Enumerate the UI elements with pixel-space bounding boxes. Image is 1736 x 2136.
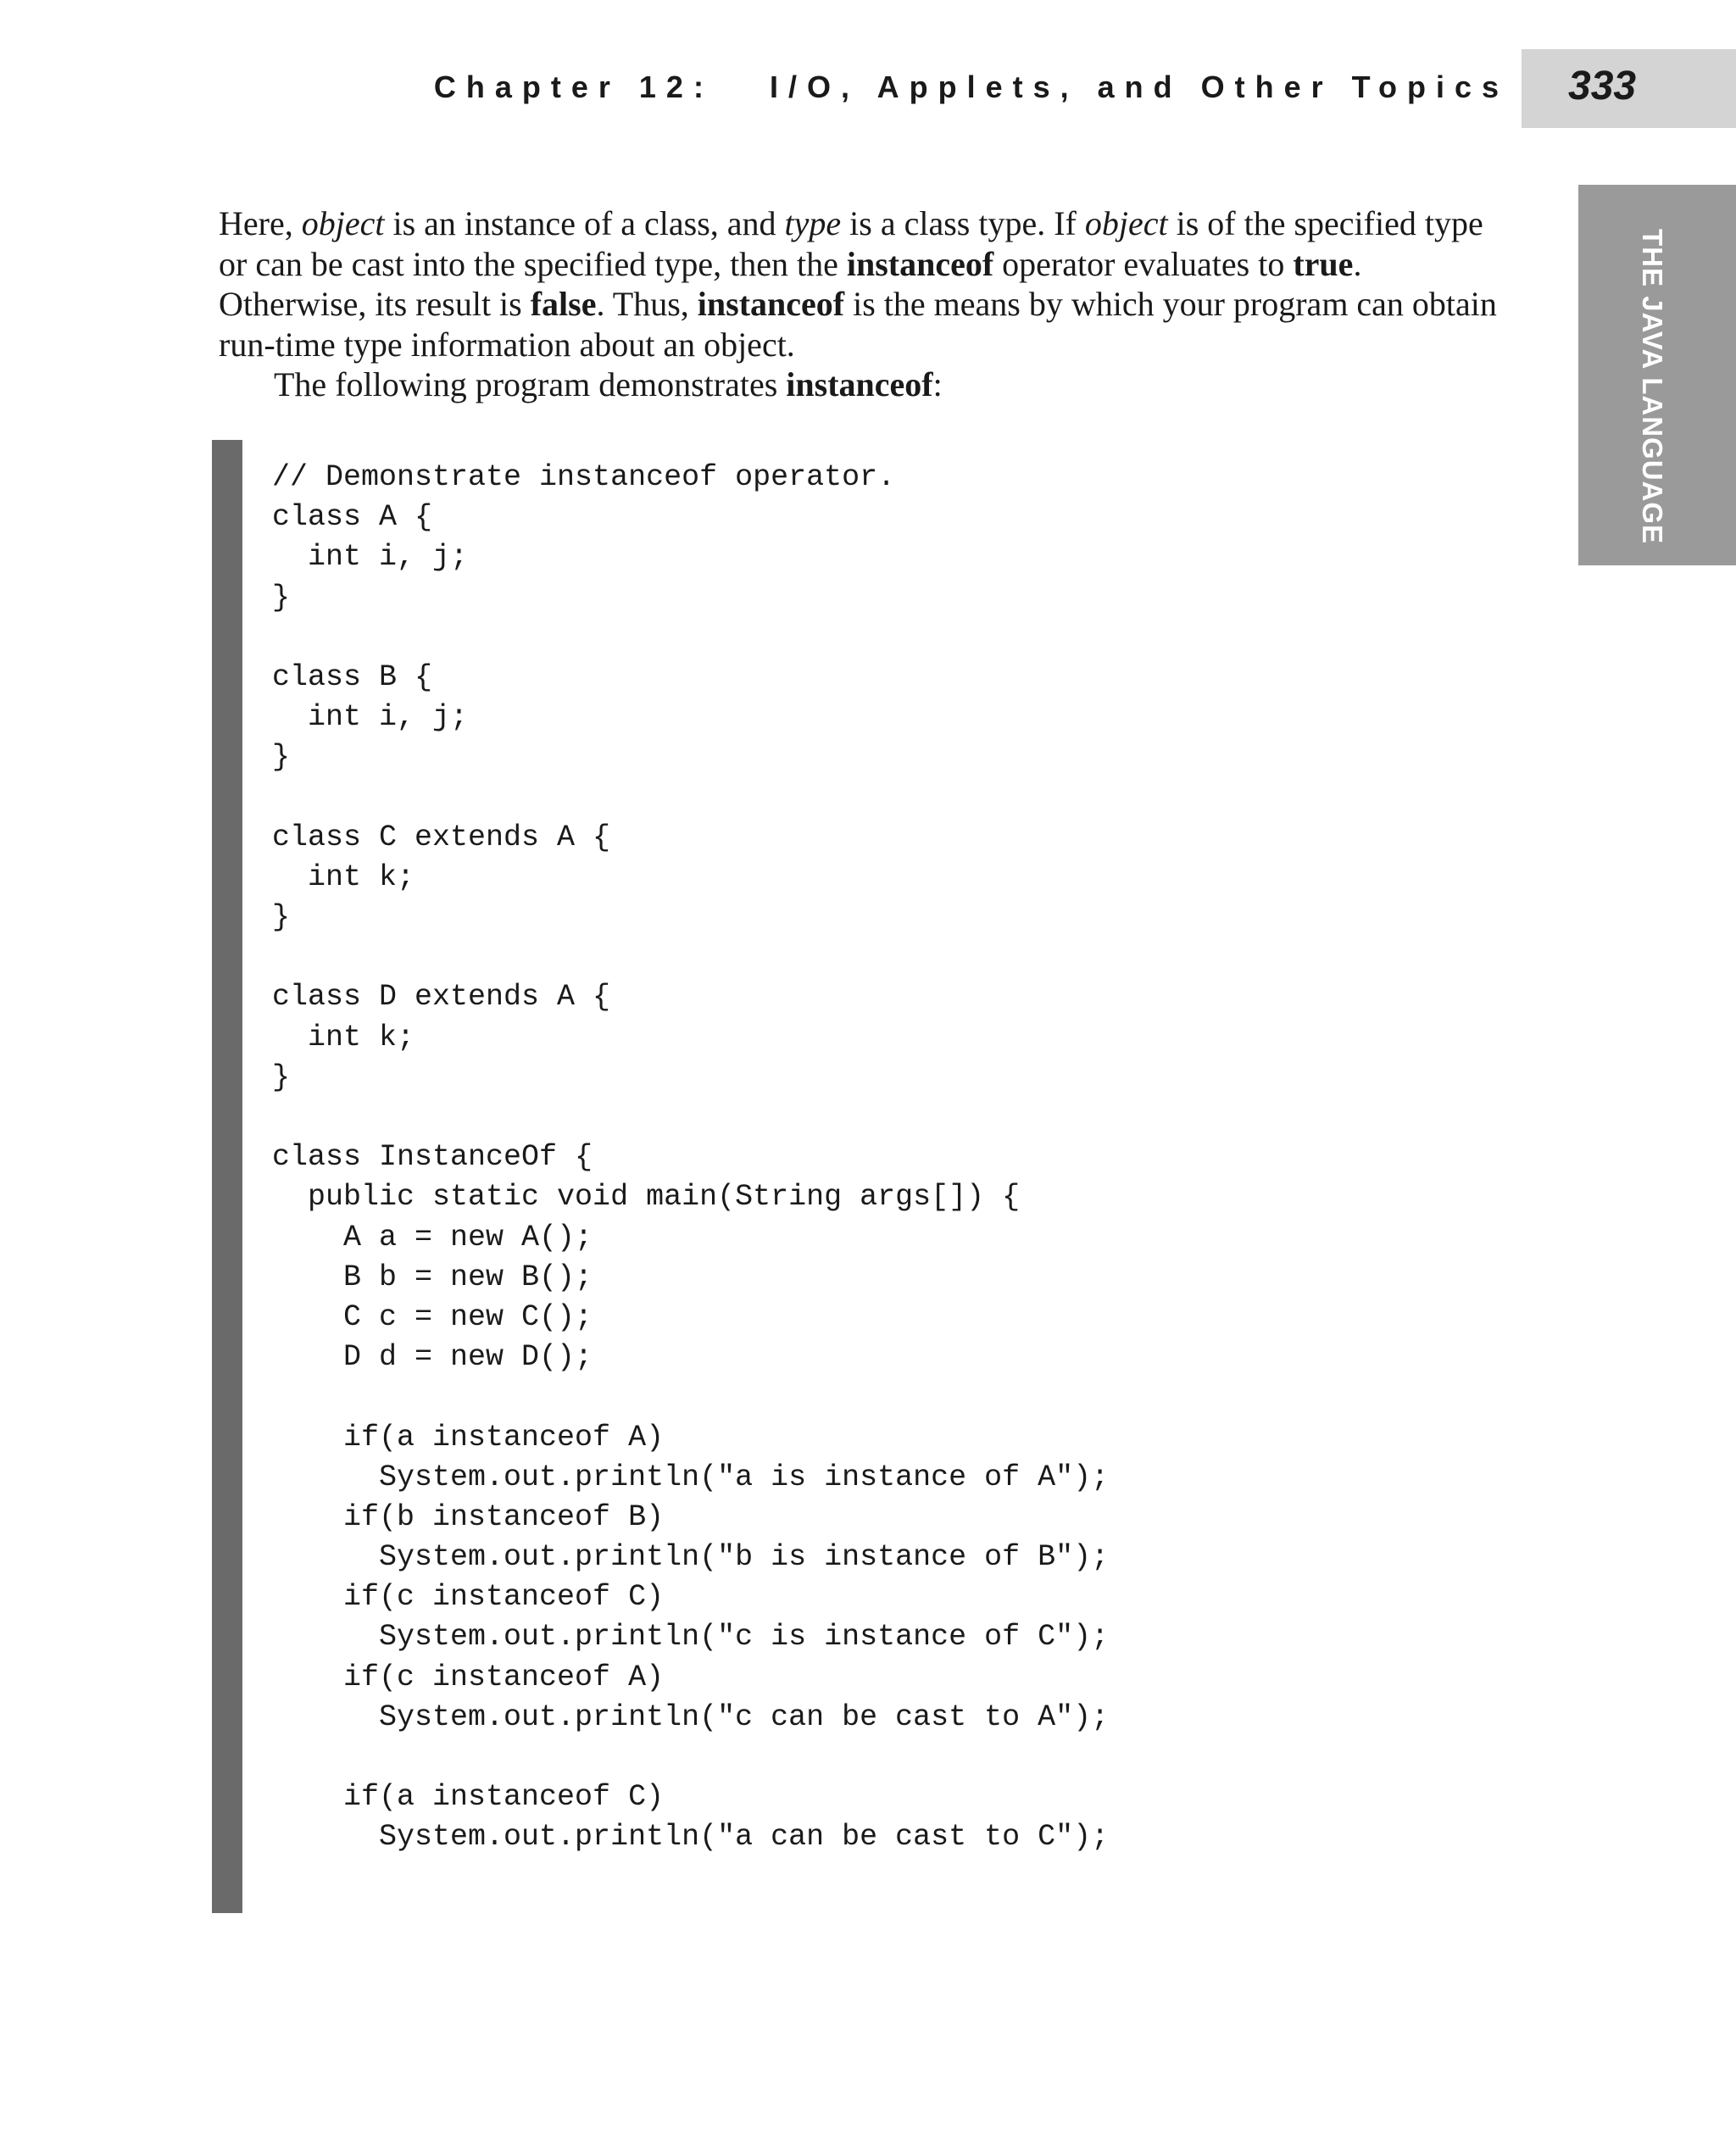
code-line: }: [272, 1060, 291, 1094]
code-line: }: [272, 900, 291, 935]
code-line: [272, 1738, 1109, 1777]
code-line: }: [272, 740, 291, 775]
code-line: A a = new A();: [272, 1220, 593, 1254]
code-line: if(a instanceof A): [272, 1420, 665, 1455]
code-line: [272, 937, 1109, 977]
code-line: int i, j;: [272, 540, 469, 575]
running-header-title: Chapter 12: I/O, Applets, and Other Topics: [433, 70, 1509, 104]
code-line: System.out.println("b is instance of B");: [272, 1540, 1110, 1575]
code-line: // Demonstrate instanceof operator.: [272, 460, 896, 494]
code-line: System.out.println("c is instance of C");: [272, 1620, 1110, 1655]
code-listing-bar: [212, 440, 242, 1913]
body-text: [219, 203, 1507, 405]
code-line: [272, 1377, 1109, 1417]
code-line: class A {: [272, 500, 433, 535]
code-line: System.out.println("c can be cast to A");: [272, 1699, 1110, 1734]
code-line: class B {: [272, 659, 433, 694]
section-tab-label: THE JAVA LANGUAGE: [1637, 229, 1668, 545]
code-line: int k;: [272, 859, 415, 894]
paragraph-1: Here, object is an instance of a class, and type is a class type. If object is of the specified type or can be cast into the specified type, then the instanceof operator evaluates to true. Otherwise, its result is false. Thus, instanceof is the means by which your program can obtain run-time type information about an object.: [219, 204, 1497, 364]
code-line: }: [272, 580, 291, 615]
code-line: if(b instanceof B): [272, 1499, 665, 1534]
code-line: public static void main(String args[]) {: [272, 1180, 1021, 1215]
code-line: System.out.println("a can be cast to C");: [272, 1820, 1110, 1855]
code-line: B b = new B();: [272, 1260, 593, 1294]
code-line: if(a instanceof C): [272, 1780, 665, 1815]
paragraph-2: The following program demonstrates instanceof:: [274, 365, 943, 403]
code-line: D d = new D();: [272, 1340, 593, 1375]
code-line: [272, 1098, 1109, 1138]
code-line: class InstanceOf {: [272, 1140, 593, 1175]
code-line: int k;: [272, 1020, 415, 1054]
page-number: 333: [1568, 64, 1637, 108]
code-line: [272, 778, 1109, 818]
code-line: System.out.println("a is instance of A");: [272, 1460, 1110, 1494]
code-line: [272, 618, 1109, 658]
code-listing: [272, 458, 1109, 1858]
code-line: if(c instanceof C): [272, 1580, 665, 1615]
code-line: int i, j;: [272, 700, 469, 735]
code-line: class C extends A {: [272, 820, 611, 854]
code-line: class D extends A {: [272, 980, 611, 1015]
code-line: if(c instanceof A): [272, 1660, 665, 1694]
code-line: C c = new C();: [272, 1299, 593, 1334]
